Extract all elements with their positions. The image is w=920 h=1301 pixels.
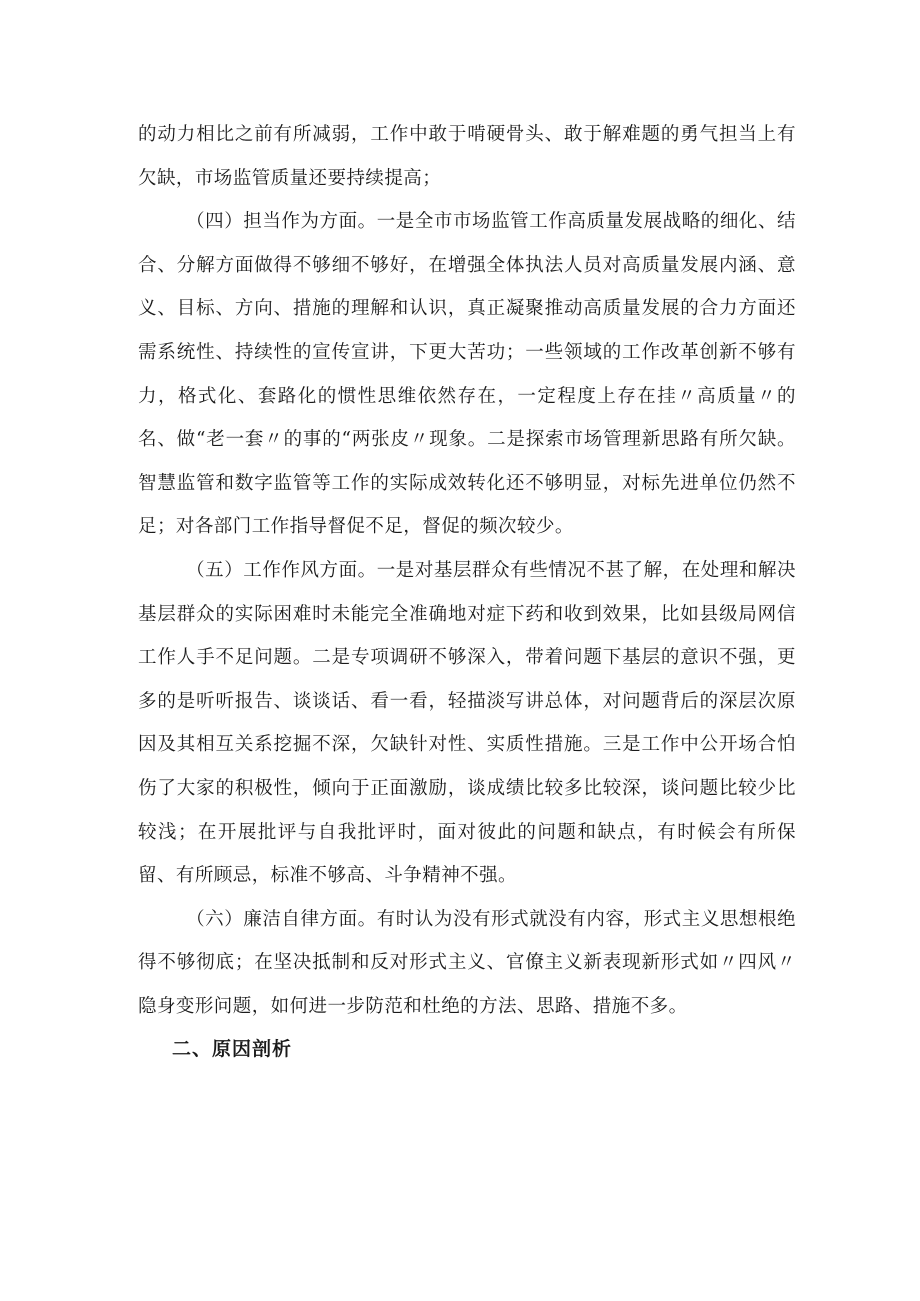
paragraph-continuation: 的动力相比之前有所减弱，工作中敢于啃硬骨头、敢于解难题的勇气担当上有欠缺，市场监管质量还要持续提高； — [138, 124, 796, 189]
paragraph-section-5: （五）工作作风方面。一是对基层群众有些情况不甚了解，在处理和解决基层群众的实际困难时未能完全准确地对症下药和收到效果，比如县级局网信工作人手不足问题。二是专项调研不够深入，带着问题下基层的意识不强，更多的是听听报告、谈谈话、看一看，轻描淡写讲总体，对问题背后的深层次原因及其相互关系挖掘不深，欠缺针对性、实质性措施。三是工作中公开场合怕伤了大家的积极性，倾向于正面激励，谈成绩比较多比较深，谈问题比较少比较浅；在开展批评与自我批评时，面对彼此的问题和缺点，有时候会有所保留、有所顾忌，标准不够高、斗争精神不强。 — [138, 559, 796, 887]
document-body — [138, 113, 796, 1072]
section-heading: 二、原因剖析 — [172, 1038, 293, 1061]
paragraph-section-4: （四）担当作为方面。一是全市市场监管工作高质量发展战略的细化、结合、分解方面做得不够细不够好，在增强全体执法人员对高质量发展内涵、意义、目标、方向、措施的理解和认识，真正凝聚推动高质量发展的合力方面还需系统性、持续性的宣传宣讲，下更大苦功；一些领域的工作改革创新不够有力，格式化、套路化的惯性思维依然存在，一定程度上存在挂〃高质量〃的名、做“老一套〃的事的“两张皮〃现象。二是探索市场管理新思路有所欠缺。智慧监管和数字监管等工作的实际成效转化还不够明显，对标先进单位仍然不足；对各部门工作指导督促不足，督促的频次较少。 — [138, 211, 796, 538]
paragraph-section-6: （六）廉洁自律方面。有时认为没有形式就没有内容，形式主义思想根绝得不够彻底；在坚决抵制和反对形式主义、官僚主义新表现新形式如〃四风〃隐身变形问题，如何进一步防范和杜绝的方法、思路、措施不多。 — [138, 908, 796, 1017]
